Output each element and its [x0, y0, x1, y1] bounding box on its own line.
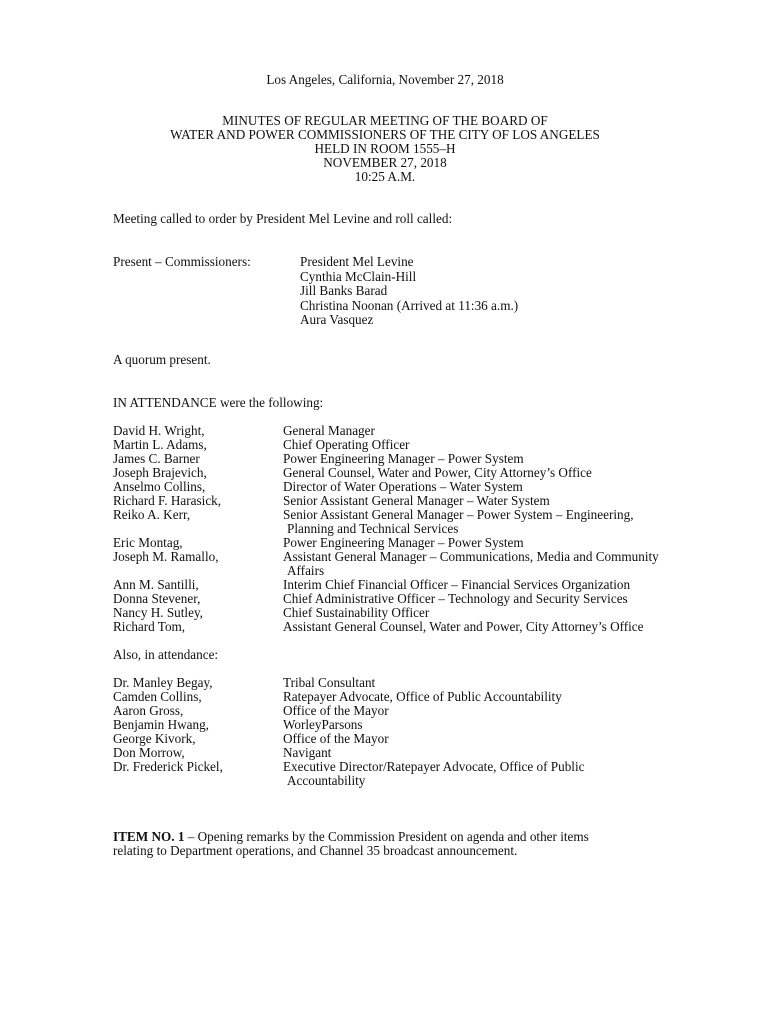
guest-name: Benjamin Hwang, — [113, 717, 209, 732]
agenda-item-1 — [113, 830, 589, 858]
agenda-item-text-continued: relating to Department operations, and Channel 35 broadcast announcement. — [113, 843, 518, 858]
attendee-name: Richard F. Harasick, — [113, 493, 222, 508]
also-attendance-intro: Also, in attendance: — [113, 647, 219, 662]
commissioner-name: Christina Noonan (Arrived at 11:36 a.m.) — [300, 297, 519, 313]
attendee-title: Interim Chief Financial Officer – Financial Services Organization — [283, 577, 631, 592]
quorum-statement: A quorum present. — [113, 352, 211, 367]
attendee-title: Director of Water Operations – Water System — [283, 479, 523, 494]
guest-title: Ratepayer Advocate, Office of Public Accountability — [283, 689, 562, 704]
heading-line-2: WATER AND POWER COMMISSIONERS OF THE CITY OF LOS ANGELES — [170, 127, 600, 142]
guest-name: George Kivork, — [113, 731, 196, 746]
minutes-heading — [0, 114, 770, 184]
attendee-name: Martin L. Adams, — [113, 437, 207, 452]
attendance-intro: IN ATTENDANCE were the following: — [113, 395, 324, 410]
guest-title: WorleyParsons — [283, 717, 363, 732]
heading-line-5: 10:25 A.M. — [354, 169, 416, 184]
attendee-title: Chief Sustainability Officer — [283, 605, 430, 620]
present-label: Present – Commissioners: — [113, 254, 251, 269]
guest-title-continued: Accountability — [287, 773, 366, 788]
attendee-name: Reiko A. Kerr, — [113, 507, 191, 522]
guest-name: Aaron Gross, — [113, 703, 184, 718]
attendee-title-continued: Planning and Technical Services — [287, 521, 459, 536]
guest-title: Office of the Mayor — [283, 731, 389, 746]
attendee-name: Richard Tom, — [113, 619, 186, 634]
guest-title: Office of the Mayor — [283, 703, 389, 718]
attendee-name: David H. Wright, — [113, 423, 205, 438]
commissioner-name: Jill Banks Barad — [300, 283, 388, 298]
attendee-title-continued: Affairs — [287, 563, 325, 578]
guest-name: Dr. Manley Begay, — [113, 675, 213, 690]
attendee-name: Anselmo Collins, — [113, 479, 206, 494]
attendee-name: Joseph Brajevich, — [113, 465, 207, 480]
attendee-title: Assistant General Counsel, Water and Power, City Attorney’s Office — [283, 619, 644, 634]
agenda-item-text: – Opening remarks by the Commission President on agenda and other items — [184, 829, 589, 844]
attendee-name: Nancy H. Sutley, — [113, 605, 203, 620]
guest-title: Tribal Consultant — [283, 675, 376, 690]
attendee-title: Chief Operating Officer — [283, 437, 410, 452]
heading-line-1: MINUTES OF REGULAR MEETING OF THE BOARD OF — [222, 113, 548, 128]
attendee-name: James C. Barner — [113, 451, 200, 466]
call-to-order: Meeting called to order by President Mel Levine and roll called: — [113, 211, 453, 226]
heading-line-3: HELD IN ROOM 1555–H — [314, 141, 456, 156]
guest-name: Dr. Frederick Pickel, — [113, 759, 223, 774]
guest-title: Executive Director/Ratepayer Advocate, Office of Public — [283, 759, 585, 774]
agenda-item-label: ITEM NO. 1 — [113, 829, 185, 844]
commissioner-name: President Mel Levine — [300, 254, 414, 269]
commissioner-list — [300, 255, 518, 328]
attendee-name: Donna Stevener, — [113, 591, 201, 606]
attendee-title: Assistant General Manager – Communications, Media and Community — [283, 549, 659, 564]
heading-line-4: NOVEMBER 27, 2018 — [323, 155, 447, 170]
attendee-title: General Manager — [283, 423, 375, 438]
dateline: Los Angeles, California, November 27, 2018 — [266, 72, 504, 87]
attendee-name: Eric Montag, — [113, 535, 183, 550]
guest-name: Don Morrow, — [113, 745, 185, 760]
attendee-title: Senior Assistant General Manager – Water System — [283, 493, 550, 508]
commissioner-name: Aura Vasquez — [300, 312, 374, 327]
attendee-title: Senior Assistant General Manager – Power System – Engineering, — [283, 507, 634, 522]
guest-title: Navigant — [283, 745, 332, 760]
attendee-name: Joseph M. Ramallo, — [113, 549, 219, 564]
attendee-title: Chief Administrative Officer – Technology and Security Services — [283, 591, 628, 606]
commissioner-name: Cynthia McClain-Hill — [300, 268, 417, 284]
attendee-title: Power Engineering Manager – Power System — [283, 451, 524, 466]
guest-name: Camden Collins, — [113, 689, 202, 704]
attendee-title: General Counsel, Water and Power, City Attorney’s Office — [283, 465, 592, 480]
attendee-title: Power Engineering Manager – Power System — [283, 535, 524, 550]
attendee-name: Ann M. Santilli, — [113, 577, 199, 592]
